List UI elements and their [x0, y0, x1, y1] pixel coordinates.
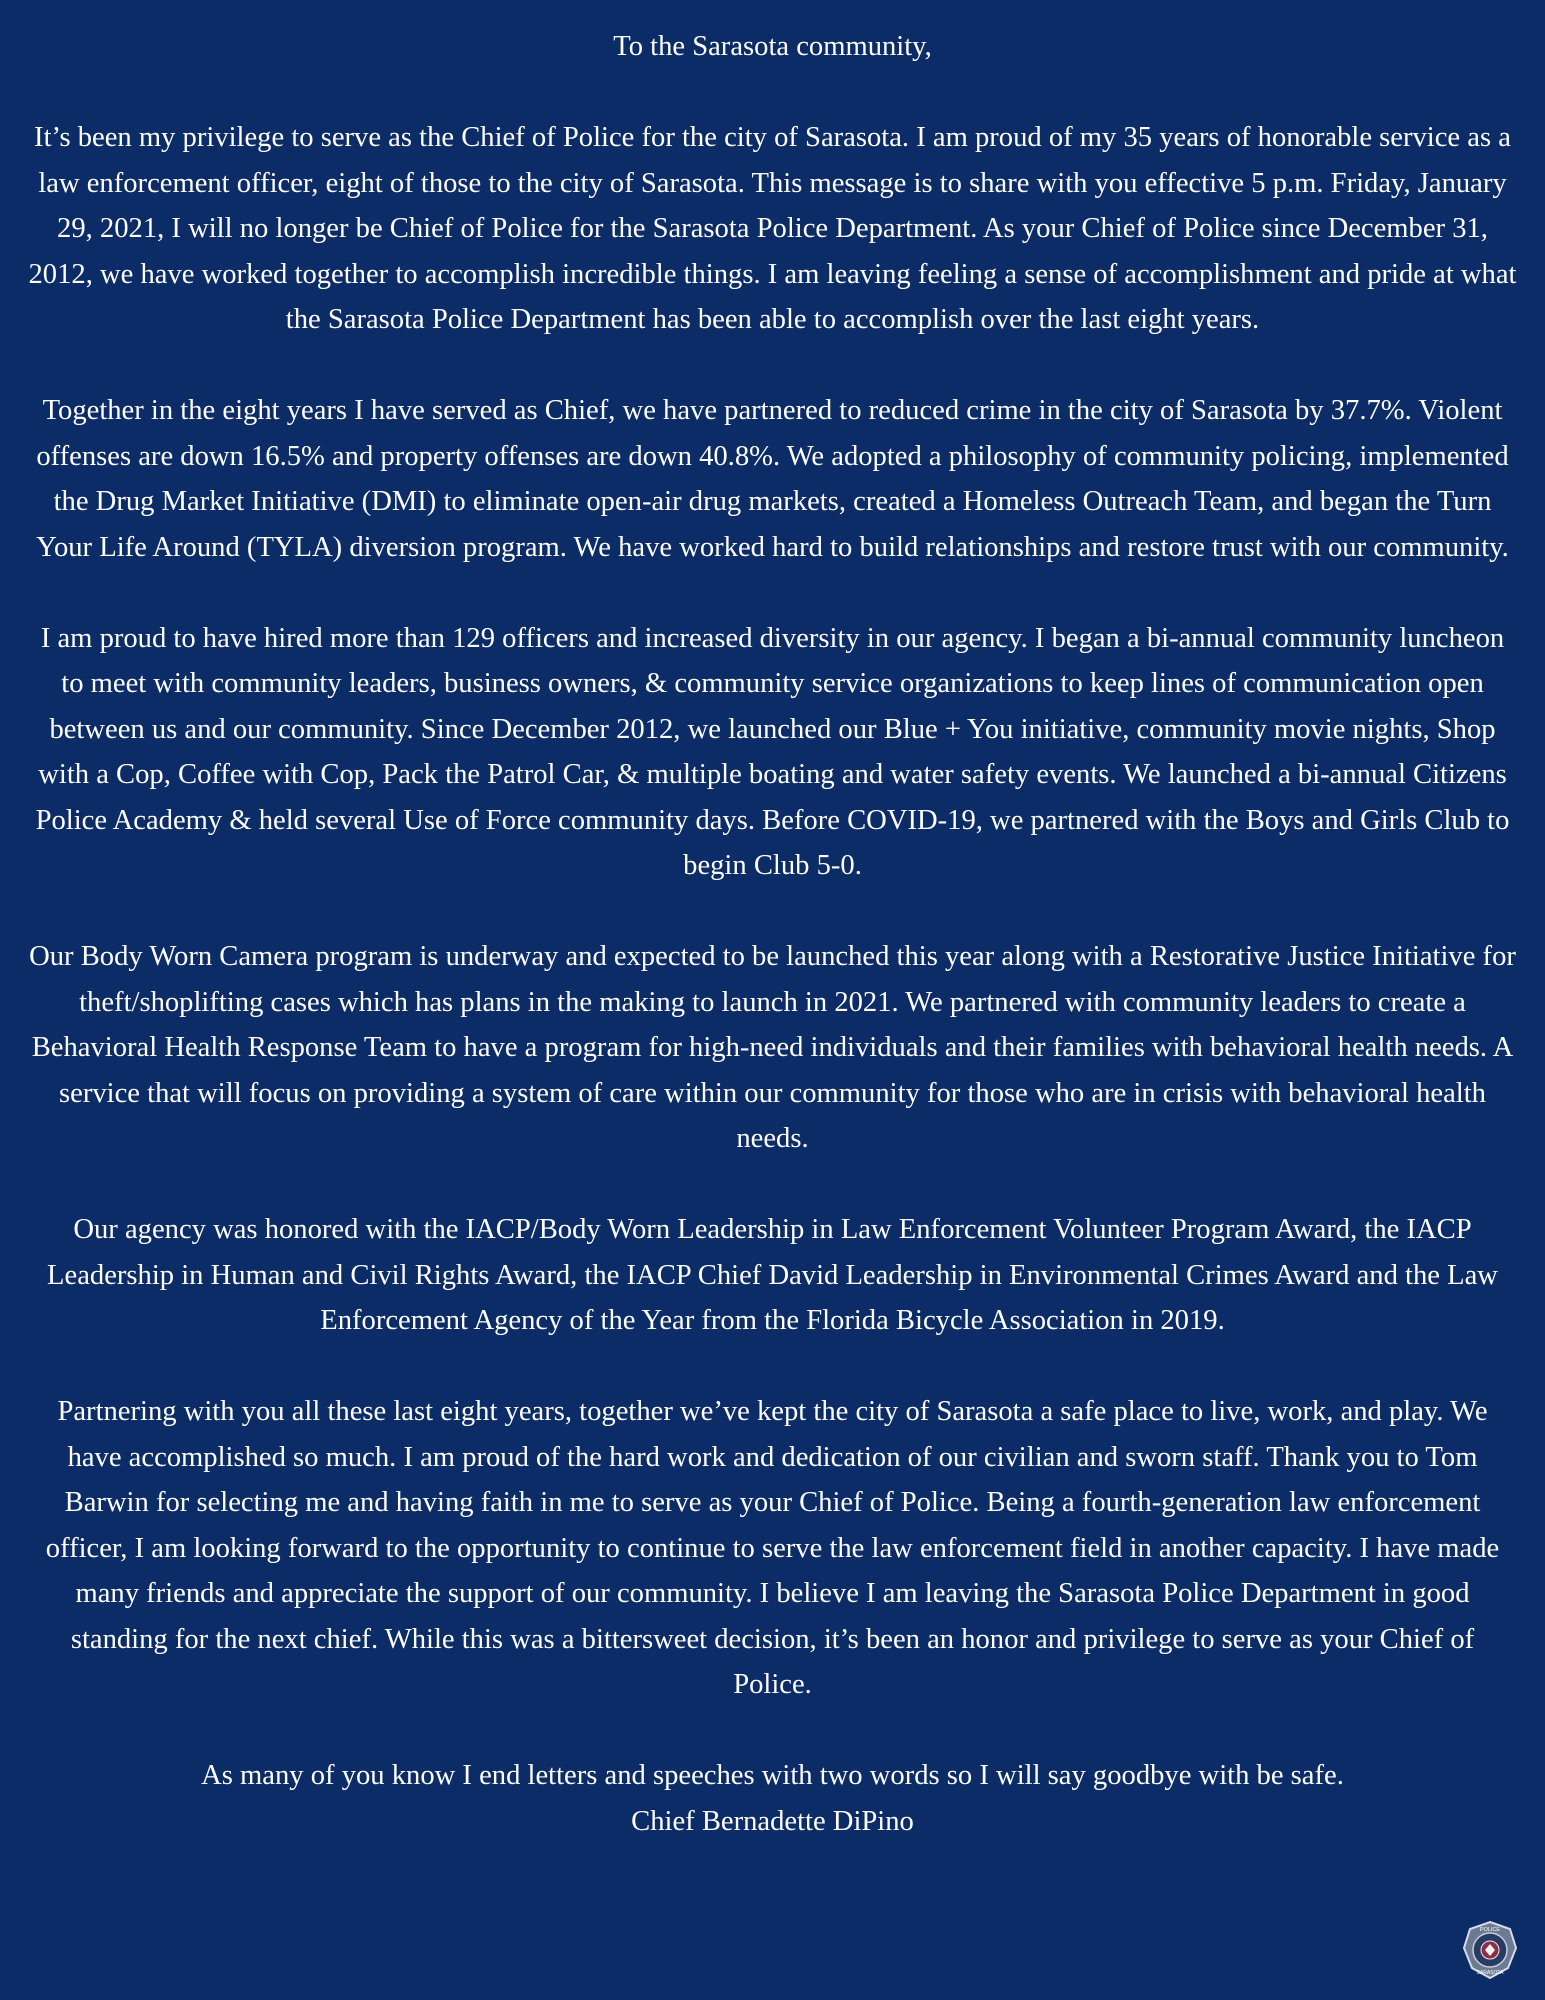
letter-body	[28, 24, 1517, 1844]
letter-paragraph-5: Our agency was honored with the IACP/Body Worn Leadership in Law Enforcement Volunteer Program Award, the IACP Leadership in Human and Civil Rights Award, the IACP Chief David Leadership in Environmental Crimes Award and the Law Enforcement Agency of the Year from the Florida Bicycle Association in 2019.	[47, 1214, 1498, 1336]
letter-paragraph-1: It’s been my privilege to serve as the Chief of Police for the city of Sarasota. I am proud of my 35 years of honorable service as a law enforcement officer, eight of those to the city of Sarasota. This message is to share with you effective 5 p.m. Friday, January 29, 2021, I will no longer be Chief of Police for the Sarasota Police Department. As your Chief of Police since December 31, 2012, we have worked together to accomplish incredible things. I am leaving feeling a sense of accomplishment and pride at what the Sarasota Police Department has been able to accomplish over the last eight years.	[28, 122, 1517, 335]
letter-paragraph-6: Partnering with you all these last eight years, together we’ve kept the city of Sarasota a safe place to live, work, and play. We have accomplished so much. I am proud of the hard work and dedication of our civilian and sworn staff. Thank you to Tom Barwin for selecting me and having faith in me to serve as your Chief of Police. Being a fourth-generation law enforcement officer, I am looking forward to the opportunity to continue to serve the law enforcement field in another capacity. I have made many friends and appreciate the support of our community. I believe I am leaving the Sarasota Police Department in good standing for the next chief. While this was a bittersweet decision, it’s been an honor and privilege to serve as your Chief of Police.	[45, 1396, 1500, 1700]
letter-closing: As many of you know I end letters and speeches with two words so I will say goodbye with be safe.	[201, 1760, 1344, 1791]
badge-text-bottom: SARASOTA	[1476, 1970, 1504, 1976]
letter-paragraph-2: Together in the eight years I have served as Chief, we have partnered to reduced crime in the city of Sarasota by 37.7%. Violent offenses are down 16.5% and property offenses are down 40.8%. We adopted a philosophy of community policing, implemented the Drug Market Initiative (DMI) to eliminate open-air drug markets, created a Homeless Outreach Team, and began the Turn Your Life Around (TYLA) diversion program. We have worked hard to build relationships and restore trust with our community.	[36, 395, 1509, 563]
badge-text-top: POLICE	[1479, 1927, 1501, 1933]
letter-paragraph-4: Our Body Worn Camera program is underway and expected to be launched this year along with a Restorative Justice Initiative for theft/shoplifting cases which has plans in the making to launch in 2021. We partnered with community leaders to create a Behavioral Health Response Team to have a program for high-need individuals and their families with behavioral health needs. A service that will focus on providing a system of care within our community for those who are in crisis with behavioral health needs.	[29, 941, 1516, 1154]
police-badge-icon	[1462, 1920, 1518, 1980]
letter-paragraph-3: I am proud to have hired more than 129 officers and increased diversity in our agency. I began a bi-annual community luncheon to meet with community leaders, business owners, & community service organizations to keep lines of communication open between us and our community. Since December 2012, we launched our Blue + You initiative, community movie nights, Shop with a Cop, Coffee with Cop, Pack the Patrol Car, & multiple boating and water safety events. We launched a bi-annual Citizens Police Academy & held several Use of Force community days. Before COVID-19, we partnered with the Boys and Girls Club to begin Club 5-0.	[35, 622, 1510, 881]
letter-greeting: To the Sarasota community,	[613, 31, 932, 62]
letter-signature: Chief Bernadette DiPino	[631, 1805, 914, 1837]
